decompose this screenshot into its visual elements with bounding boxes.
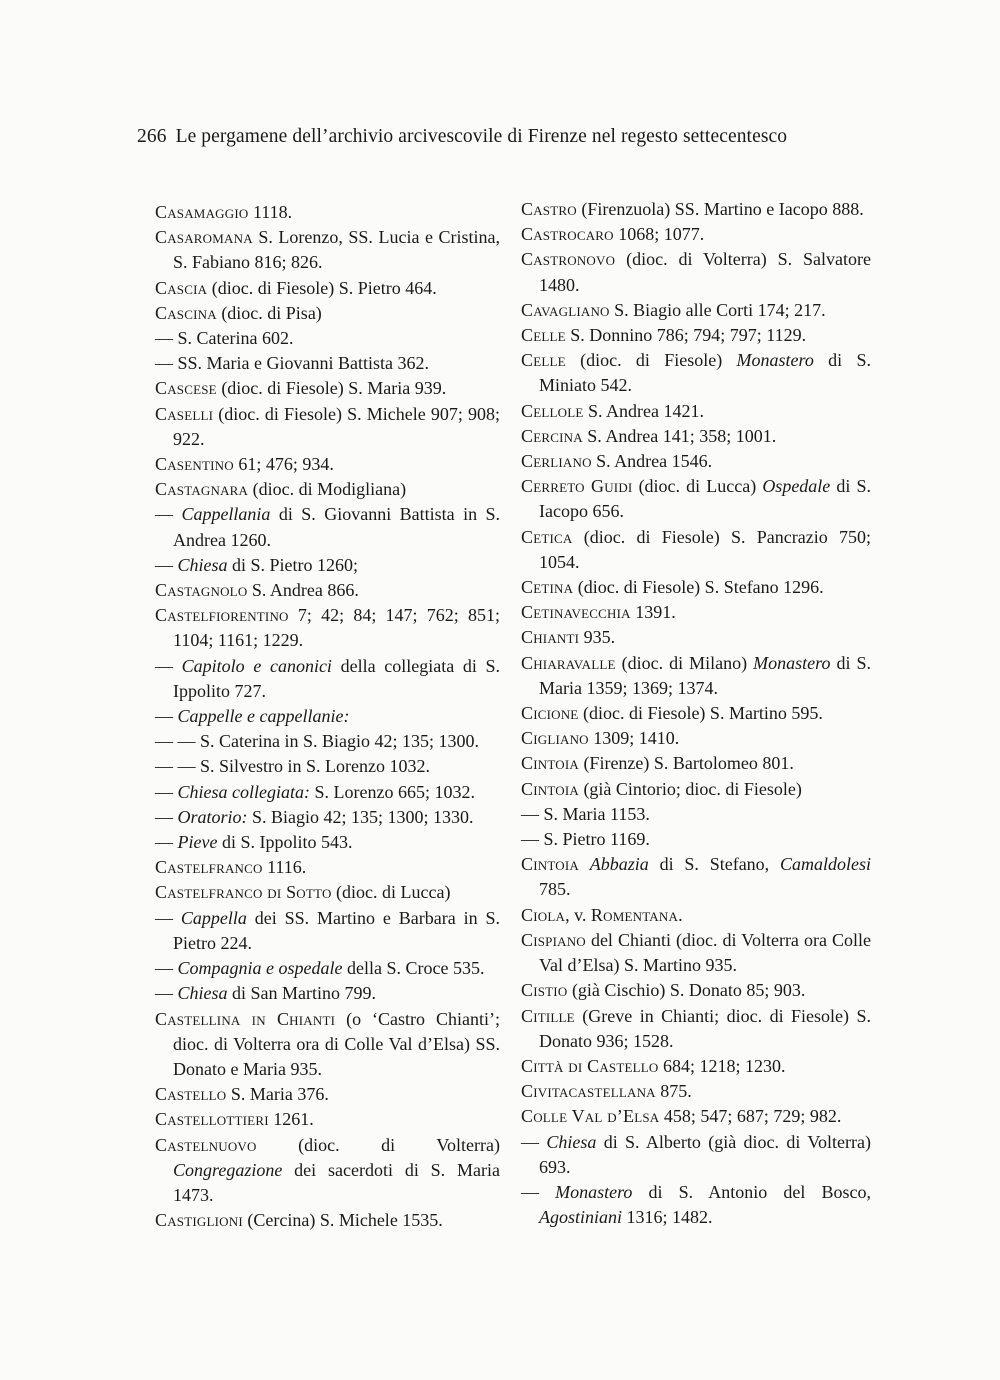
entry-italic-term: Cappelle e cappellanie: — [177, 706, 350, 727]
entry-italic-term: Cappellania — [181, 504, 271, 525]
entry-text: — — [155, 983, 178, 1004]
index-entry — [155, 654, 500, 704]
entry-text: (dioc. di Fiesole) S. Pancrazio 750; 1054. — [539, 526, 871, 572]
index-entry — [155, 402, 500, 452]
entry-text: S. Maria 376. — [226, 1084, 329, 1105]
entry-headword: Castagnolo — [155, 580, 248, 601]
entry-text: 1116. — [262, 857, 307, 878]
index-entry — [521, 726, 871, 751]
entry-text: di San Martino 799. — [227, 983, 377, 1004]
entry-headword: Citille — [521, 1005, 575, 1026]
entry-headword: Chianti — [521, 627, 580, 648]
entry-headword: Cetina — [521, 577, 574, 598]
entry-text: (dioc. di Fiesole) S. Maria 939. — [216, 378, 447, 399]
index-entry — [155, 200, 500, 225]
index-entry — [155, 704, 500, 729]
entry-text: 1391. — [630, 602, 676, 623]
entry-italic-term: Camaldolesi — [780, 854, 872, 875]
entry-text: — S. Maria 1153. — [521, 803, 650, 824]
index-entry — [521, 827, 871, 852]
entry-text: della collegiata di S. Ippolito 727. — [173, 655, 501, 701]
index-entry — [155, 301, 500, 326]
entry-headword: Castrocaro — [521, 224, 614, 245]
entry-headword: Cellole — [521, 400, 584, 421]
entry-headword: Castellottieri — [155, 1109, 269, 1130]
entry-text: 1068; 1077. — [613, 224, 705, 245]
entry-headword: Cascese — [155, 378, 217, 399]
entry-text: dei SS. Martino e Barbara in S. Pietro 224. — [173, 907, 501, 953]
entry-text: 1316; 1482. — [622, 1207, 713, 1228]
index-entry — [155, 956, 500, 981]
entry-text: S. Donnino 786; 794; 797; 1129. — [565, 325, 807, 346]
entry-headword: Città di Castello — [521, 1055, 659, 1076]
index-entry — [521, 348, 871, 398]
entry-text: 875. — [655, 1081, 692, 1102]
index-entry — [155, 880, 500, 905]
entry-headword: Castelfiorentino — [155, 605, 289, 626]
index-entry — [155, 906, 500, 956]
index-entry — [521, 751, 871, 776]
index-entry — [155, 729, 500, 754]
index-entry — [521, 424, 871, 449]
entry-italic-term: Chiesa — [177, 554, 228, 575]
entry-headword: Caselli — [155, 403, 214, 424]
entry-text: 1118. — [248, 202, 293, 222]
entry-headword: Cintoia — [521, 753, 579, 774]
entry-text: (già Cintorio; dioc. di Fiesole) — [578, 778, 802, 799]
entry-text: — — [155, 706, 178, 727]
entry-text: 1261. — [268, 1109, 314, 1130]
entry-headword: Cavagliano — [521, 299, 610, 320]
index-entry — [155, 1208, 500, 1233]
entry-headword: Cicione — [521, 703, 579, 724]
index-entry — [521, 1180, 871, 1230]
entry-text: , v. — [565, 904, 591, 925]
entry-text: (dioc. di Pisa) — [216, 302, 322, 323]
entry-text: — — [521, 1181, 556, 1202]
entry-headword: Cascina — [155, 302, 217, 323]
running-title: Le pergamene dell’archivio arcivescovile di Firenze nel regesto settecentesco — [175, 126, 788, 147]
index-entry — [521, 1104, 871, 1129]
entry-text: di S. Stefano, — [648, 854, 780, 875]
entry-headword: Cigliano — [521, 728, 589, 749]
entry-text: 935. — [579, 627, 616, 648]
index-entry — [521, 449, 871, 474]
index-entry — [155, 1133, 500, 1209]
entry-headword: Cintoia — [521, 778, 579, 799]
entry-text: S. Andrea 1546. — [591, 451, 713, 472]
entry-text: (o ‘Castro Chianti’; dioc. di Volterra ora di Colle Val d’Elsa) SS. Donato e Maria 935. — [173, 1008, 500, 1079]
entry-headword: Cascia — [155, 277, 208, 298]
entry-text: (dioc. di Fiesole) S. Michele 907; 908; 922. — [173, 403, 500, 449]
index-entry — [521, 222, 871, 247]
index-entry — [521, 1079, 871, 1104]
entry-headword: Ciola — [521, 904, 566, 925]
entry-italic-term: Ospedale — [762, 476, 831, 497]
entry-text: di S. Maria 1359; 1369; 1374. — [539, 652, 871, 698]
entry-text: (Greve in Chianti; dioc. di Fiesole) S. Donato 936; 1528. — [539, 1005, 871, 1051]
index-entry — [155, 1107, 500, 1132]
entry-text: — S. Pietro 1169. — [521, 829, 650, 850]
entry-text: — S. Caterina 602. — [155, 328, 294, 349]
entry-text: (dioc. di Fiesole) S. Pietro 464. — [207, 277, 437, 298]
index-entry — [155, 603, 500, 653]
entry-text: — — [155, 907, 181, 928]
entry-headword: Castelfranco di Sotto — [155, 882, 332, 903]
index-entry — [521, 625, 871, 650]
entry-headword: Castellina in Chianti — [155, 1008, 336, 1029]
index-entry — [155, 351, 500, 376]
index-entry — [155, 477, 500, 502]
index-entry — [521, 1054, 871, 1079]
index-entry — [155, 502, 500, 552]
entry-text: S. Biagio alle Corti 174; 217. — [609, 299, 826, 320]
entry-text: — — [155, 655, 182, 676]
entry-italic-term: Compagnia e ospedale — [177, 958, 343, 979]
entry-italic-term: Cappella — [180, 907, 247, 928]
index-entry — [521, 651, 871, 701]
index-entry — [155, 754, 500, 779]
entry-headword: Celle — [521, 325, 566, 346]
entry-text: (Firenze) S. Bartolomeo 801. — [578, 753, 794, 774]
entry-headword: Castro — [521, 199, 577, 219]
entry-headword: Castiglioni — [155, 1210, 243, 1231]
index-entry — [155, 855, 500, 880]
entry-headword: Cistio — [521, 980, 568, 1001]
entry-text: (dioc. di Lucca) — [632, 476, 763, 497]
entry-text: (Cercina) S. Michele 1535. — [242, 1210, 443, 1231]
entry-text: dei sacerdoti di S. Maria 1473. — [173, 1159, 500, 1205]
entry-text: — — S. Silvestro in S. Lorenzo 1032. — [155, 756, 430, 777]
entry-text: di S. Giovanni Battista in S. Andrea 1260. — [173, 504, 501, 550]
entry-italic-term: Monastero — [736, 350, 814, 371]
entry-text: di S. Alberto (già dioc. di Volterra) 693. — [539, 1131, 872, 1177]
entry-headword: Colle Val d’Elsa — [521, 1106, 660, 1127]
entry-italic-term: Agostiniani — [539, 1207, 623, 1228]
entry-text: di S. Pietro 1260; — [227, 554, 359, 575]
index-entry — [155, 452, 500, 477]
entry-text: (dioc. di Volterra) S. Salvatore 1480. — [539, 249, 871, 295]
entry-text: (dioc. di Lucca) — [331, 882, 451, 903]
entry-text: di S. Ippolito 543. — [217, 832, 353, 853]
entry-text: — — S. Caterina in S. Biagio 42; 135; 1300. — [155, 731, 479, 752]
entry-text: (dioc. di Fiesole) S. Stefano 1296. — [573, 577, 824, 598]
entry-italic-term: Monastero — [555, 1181, 633, 1202]
entry-text: S. Andrea 1421. — [583, 400, 704, 421]
index-entry — [521, 399, 871, 424]
entry-headword: Castelnuovo — [155, 1134, 257, 1155]
index-entry — [521, 978, 871, 1003]
entry-headword: Romentana — [590, 904, 679, 925]
index-column-left — [155, 200, 500, 1233]
index-entry — [155, 578, 500, 603]
index-entry — [521, 903, 871, 928]
index-entry — [155, 326, 500, 351]
entry-text: — — [155, 806, 178, 827]
index-column-right — [521, 197, 871, 1230]
entry-text: di S. Iacopo 656. — [539, 476, 872, 522]
entry-text: — — [155, 504, 182, 525]
index-entry — [521, 575, 871, 600]
index-entry — [155, 805, 500, 830]
index-entry — [521, 852, 871, 902]
index-entry — [521, 197, 871, 222]
index-entry — [521, 928, 871, 978]
index-entry — [521, 298, 871, 323]
entry-text: (dioc. di Fiesole) — [565, 350, 737, 371]
index-entry — [521, 1004, 871, 1054]
index-entry — [155, 1007, 500, 1083]
entry-text: S. Andrea 141; 358; 1001. — [582, 425, 777, 446]
entry-text: (Firenzuola) SS. Martino e Iacopo 888. — [576, 199, 864, 219]
entry-text: 785. — [539, 879, 571, 900]
index-entry — [521, 701, 871, 726]
entry-headword: Casamaggio — [155, 202, 249, 222]
entry-headword: Cetinavecchia — [521, 602, 631, 623]
index-entry — [155, 553, 500, 578]
entry-italic-term: Capitolo e canonici — [181, 655, 332, 676]
index-entry — [155, 376, 500, 401]
entry-text: 7; 42; 84; 147; 762; 851; 1104; 1161; 1229. — [173, 605, 500, 651]
entry-text: di S. Miniato 542. — [539, 350, 872, 396]
entry-headword: Castello — [155, 1084, 227, 1105]
entry-italic-term: Monastero — [753, 652, 831, 673]
entry-text: del Chianti (dioc. di Volterra ora Colle Val d’Elsa) S. Martino 935. — [539, 929, 871, 976]
running-header — [137, 126, 787, 148]
entry-headword: Castagnara — [155, 479, 249, 500]
entry-headword: Celle — [521, 350, 566, 371]
entry-italic-term: Chiesa — [177, 983, 228, 1004]
index-entry — [521, 323, 871, 348]
index-entry — [521, 1130, 871, 1180]
index-entry — [521, 777, 871, 802]
page-number: 266 — [137, 126, 167, 147]
entry-headword: Cispiano — [521, 929, 586, 950]
entry-text: della S. Croce 535. — [342, 958, 485, 979]
entry-text: S. Biagio 42; 135; 1300; 1330. — [247, 806, 474, 827]
entry-text: 1309; 1410. — [588, 728, 680, 749]
entry-text: S. Andrea 866. — [247, 580, 359, 601]
index-entry — [155, 1082, 500, 1107]
entry-italic-term: Chiesa collegiata: — [177, 781, 310, 802]
entry-text: S. Lorenzo, SS. Lucia e Cristina, S. Fabiano 816; 826. — [173, 227, 500, 273]
entry-headword: Casaromana — [155, 227, 253, 248]
index-entry — [521, 600, 871, 625]
index-entry — [155, 830, 500, 855]
entry-italic-term: Chiesa — [546, 1131, 597, 1152]
entry-headword: Cetica — [521, 526, 573, 547]
index-entry — [521, 247, 871, 297]
entry-text: 61; 476; 934. — [233, 454, 334, 475]
entry-italic-term: Oratorio: — [177, 806, 248, 827]
entry-text: (dioc. di Milano) — [615, 652, 754, 673]
entry-text: (dioc. di Fiesole) S. Martino 595. — [578, 703, 823, 724]
entry-text: — — [155, 832, 178, 853]
entry-headword: Cerliano — [521, 451, 592, 472]
entry-text: — — [155, 781, 178, 802]
index-entry — [521, 525, 871, 575]
entry-headword: Cerreto Guidi — [521, 476, 633, 497]
index-entry — [155, 225, 500, 275]
entry-text: — — [521, 1131, 547, 1152]
entry-italic-term: Abbazia — [589, 854, 649, 875]
entry-headword: Chiaravalle — [521, 652, 616, 673]
entry-text: di S. Antonio del Bosco, — [632, 1181, 871, 1202]
entry-headword: Castelfranco — [155, 857, 263, 878]
entry-italic-term: Congregazione — [173, 1159, 283, 1180]
entry-headword: Cercina — [521, 425, 583, 446]
entry-headword: Cintoia — [521, 854, 579, 875]
index-entry — [155, 780, 500, 805]
entry-text: — SS. Maria e Giovanni Battista 362. — [155, 353, 429, 374]
entry-headword: Castronovo — [521, 249, 616, 270]
index-entry — [155, 981, 500, 1006]
entry-text: S. Lorenzo 665; 1032. — [309, 781, 475, 802]
entry-text: 684; 1218; 1230. — [658, 1055, 786, 1076]
entry-headword: Casentino — [155, 454, 234, 475]
entry-text — [579, 854, 590, 874]
entry-text: — — [155, 554, 178, 575]
entry-italic-term: Pieve — [177, 832, 218, 853]
index-entry — [521, 802, 871, 827]
entry-text: (già Cischio) S. Donato 85; 903. — [567, 980, 806, 1001]
entry-headword: Civitacastellana — [521, 1081, 656, 1102]
entry-text: (dioc. di Volterra) — [256, 1134, 500, 1155]
entry-text: 458; 547; 687; 729; 982. — [659, 1106, 842, 1127]
index-entry — [155, 276, 500, 301]
entry-text: — — [155, 958, 178, 979]
entry-text: . — [678, 904, 683, 925]
entry-text: (dioc. di Modigliana) — [248, 479, 407, 500]
index-entry — [521, 474, 871, 524]
